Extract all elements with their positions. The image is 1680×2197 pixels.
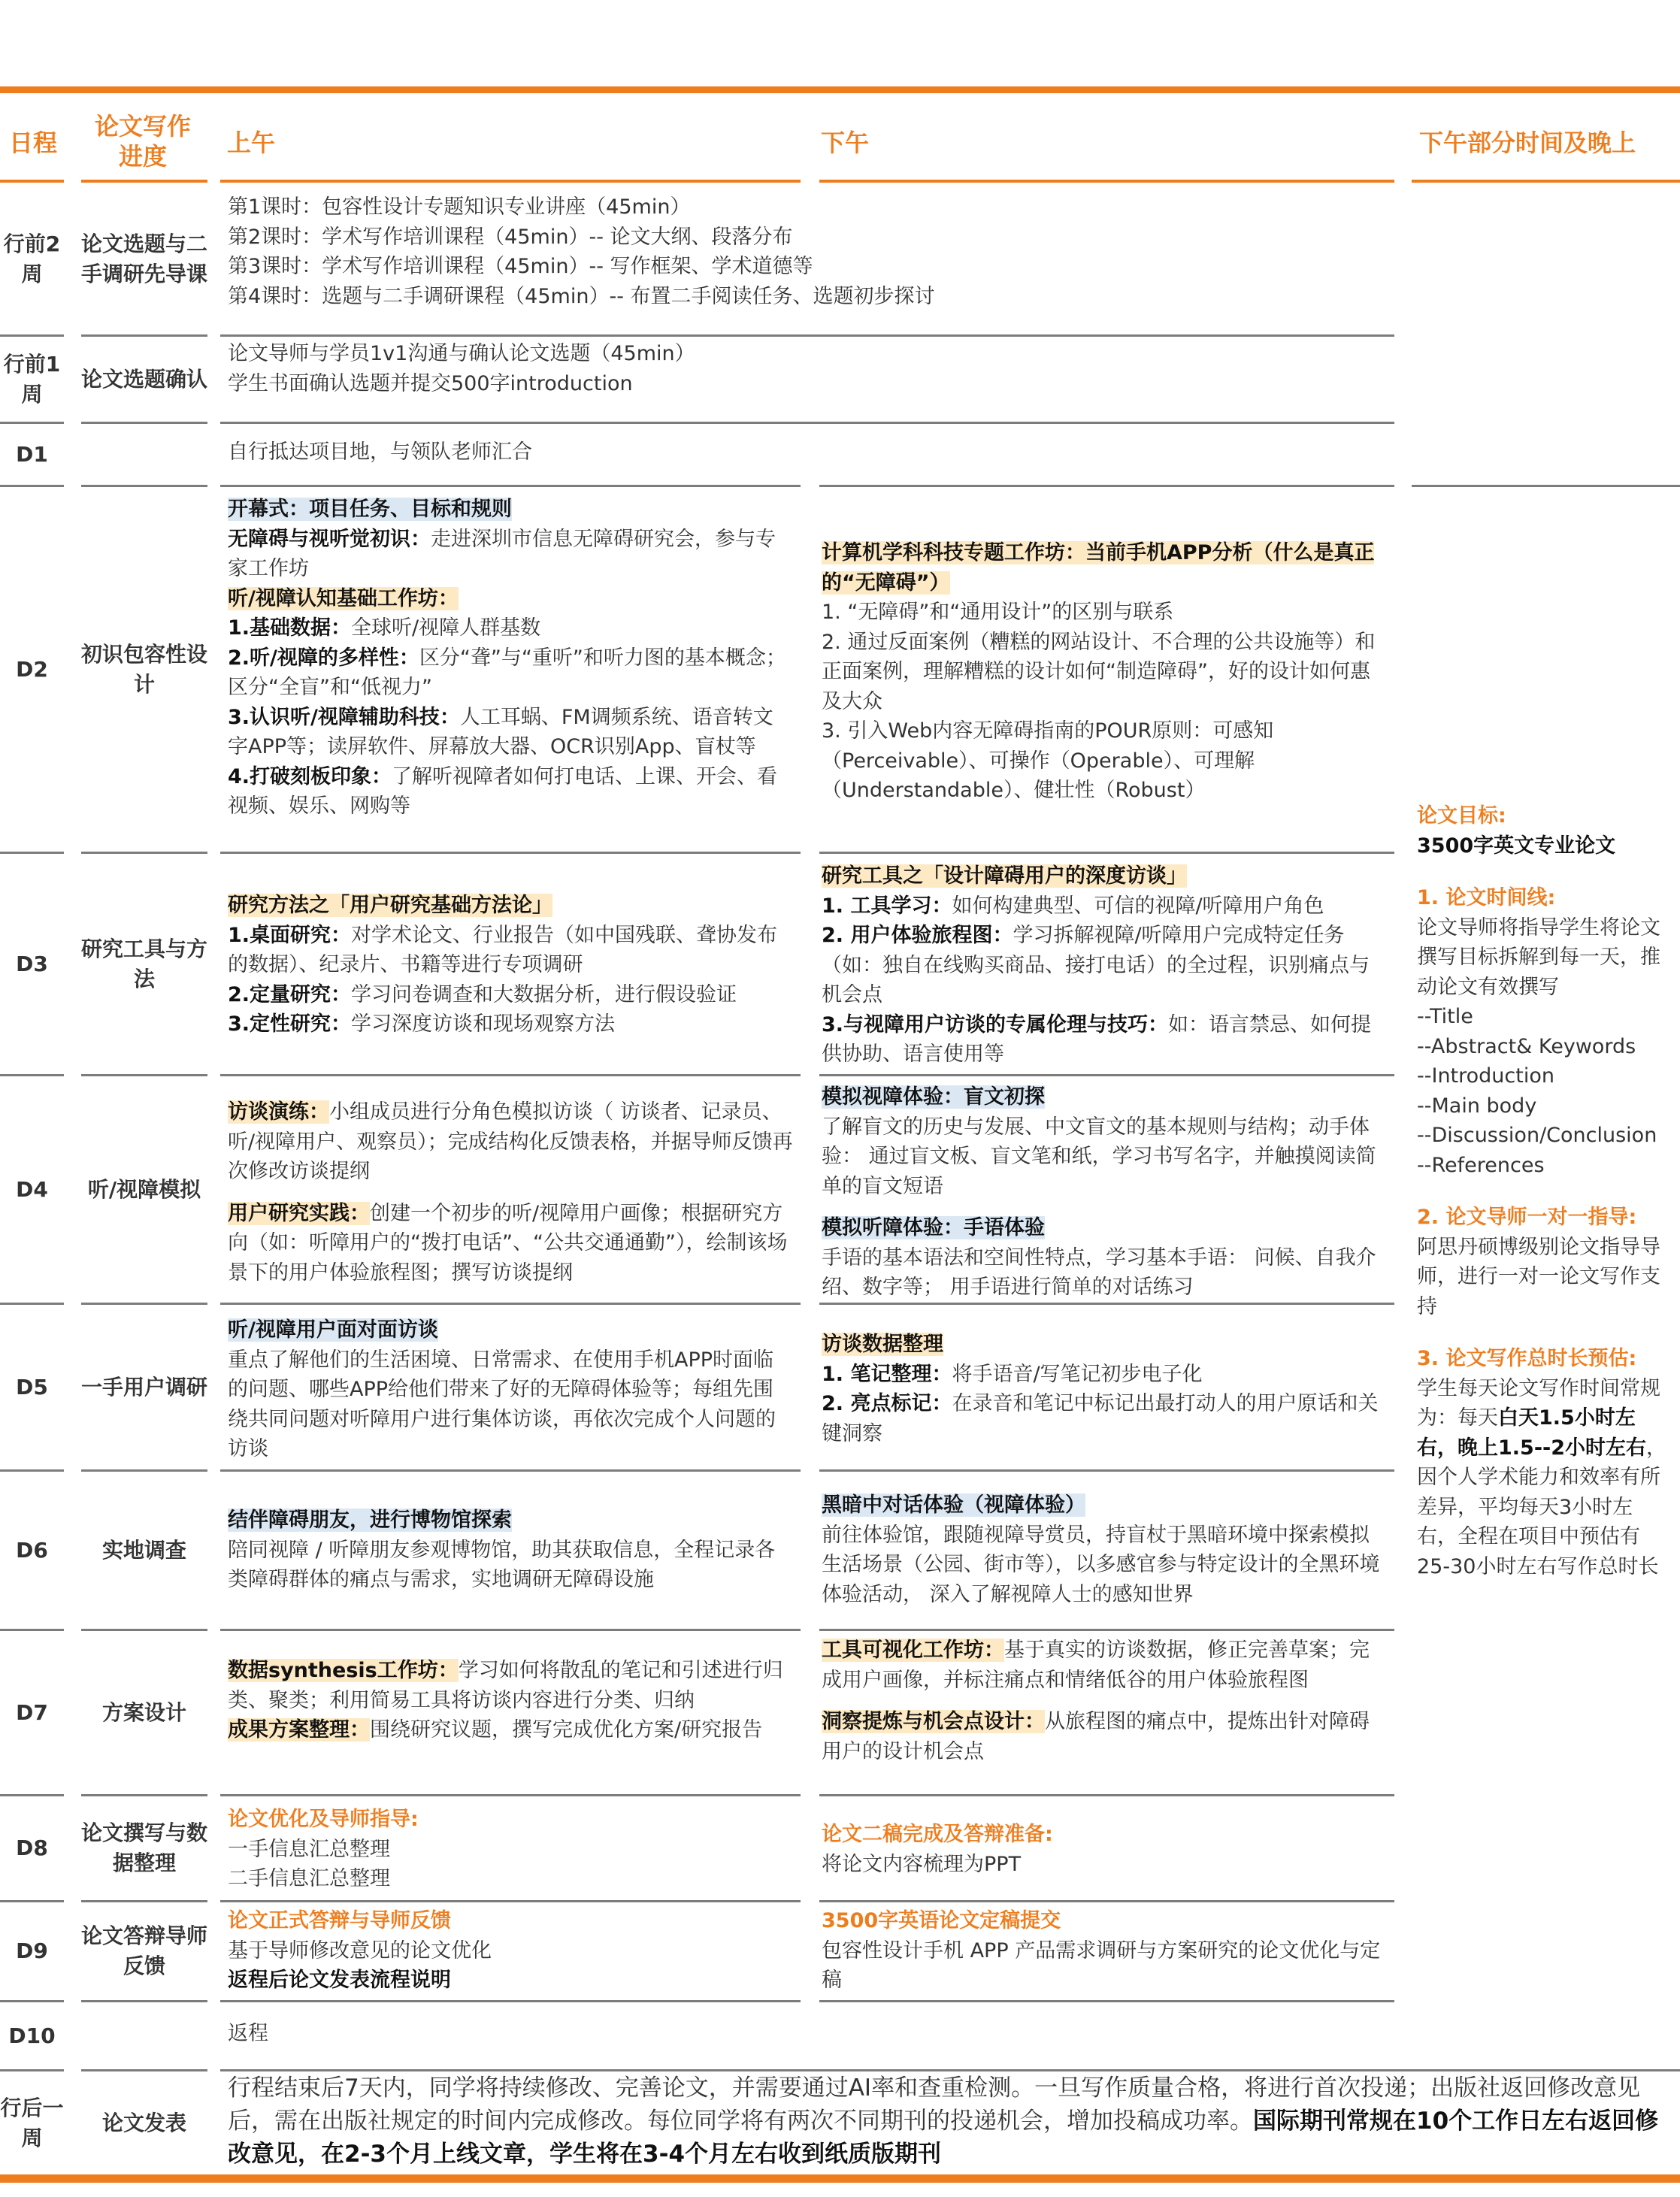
duration-title: 3. 论文写作总时长预估: (1417, 1347, 1637, 1370)
row-separator (819, 852, 1394, 854)
d4-morning: 访谈演练：小组成员进行分角色模拟访谈（ 访谈者、记录员、听/视障用户、观察员）；完成结构化反馈表格，并据导师反馈再次修改访谈提纲 用户研究实践：创建一个初步的听/视障用户画像；根据研究方向（如：听障用户的“拨打电话”、“公共交通通勤”），绘制该场景下的用户体验旅程图；撰写访谈提纲 (228, 1100, 793, 1285)
progress-cell: 论文选题与二手调研先导课 (81, 232, 208, 286)
highlight-title: 成果方案整理： (228, 1718, 370, 1742)
outline-item: --Introduction (1417, 1064, 1554, 1088)
goal-text: 3500字英文专业论文 (1417, 834, 1616, 858)
outline-item: --Abstract& Keywords (1417, 1034, 1636, 1058)
row-separator (220, 1629, 801, 1631)
highlight-title: 研究工具之「设计障碍用户的深度访谈」 (822, 864, 1187, 888)
header-underline (1412, 180, 1680, 183)
row-separator (220, 2000, 801, 2002)
d2-afternoon: 计算机学科科技专题工作坊：当前手机APP分析（什么是真正的“无障碍”） 1. “无障碍”和“通用设计”的区别与联系 2. 通过反面案例（糟糕的网站设计、不合理的公共设施等）和正面案例，理解糟糕的设计如何“制造障碍”，好的设计如何惠及大众 3. 引入Web内容无障碍指南的POUR原则：可感知（Perceivable）、可操作（Operable）、可理解（Understandable）、健壮性（Robust） (822, 541, 1376, 802)
highlight-title: 用户研究实践： (228, 1201, 370, 1225)
mentor-title: 2. 论文导师一对一指导: (1417, 1206, 1637, 1229)
highlight-title: 听/视障认知基础工作坊： (228, 586, 459, 610)
post-trip-text: 行程结束后7天内，同学将持续修改、完善论文，并需要通过AI率和查重检测。一旦写作质量合格，将进行首次投递；出版社返回修改意见后，需在出版社规定的时间内完成修改。每位同学将有两次不同期刊的投递机会，增加投稿成功率。国际期刊常规在10个工作日左右返回修改意见，在2-3个月上线文章，学生将在3-4个月左右收到纸质版期刊 (228, 2074, 1659, 2168)
progress-cell: 实地调查 (101, 1537, 186, 1563)
pre1w-content (228, 339, 1385, 398)
header-morning: 上午 (227, 129, 276, 157)
day-cell: D3 (16, 951, 48, 976)
highlight-title: 黑暗中对话体验（视障体验） (822, 1493, 1085, 1517)
session-line: 第4课时：选题与二手调研课程（45min）-- 布置二手阅读任务、选题初步探讨 (228, 284, 935, 308)
d5-morning: 听/视障用户面对面访谈 重点了解他们的生活困境、日常需求、在使用手机APP时面临的问题、哪些APP给他们带来了好的无障碍体验等；每组先围绕共同问题对听障用户进行集体访谈，再依次完成个人问题的访谈 (228, 1318, 776, 1460)
orange-title: 论文优化及导师指导: (228, 1808, 419, 1831)
header-afternoon: 下午 (821, 129, 870, 157)
progress-cell: 初识包容性设计 (81, 641, 208, 697)
day-cell: D9 (16, 1938, 48, 1963)
row-separator (220, 1900, 801, 1902)
d3-afternoon: 研究工具之「设计障碍用户的深度访谈」 1. 工具学习：如何构建典型、可信的视障/听障用户角色 2. 用户体验旅程图：学习拆解视障/听障用户完成特定任务（如：独自在线购买商品、接打电话）的全过程，识别痛点与机会点 3.与视障用户访谈的专属伦理与技巧：如：语言禁忌、如何提供协助、语言使用等 (822, 864, 1372, 1066)
d1-content (228, 437, 1385, 468)
row-separator (220, 1469, 801, 1472)
outline-item: --Main body (1417, 1094, 1537, 1118)
session-line: 第3课时：学术写作培训课程（45min）-- 写作框架、学术道德等 (228, 255, 813, 278)
day-cell: D6 (16, 1537, 48, 1563)
day-cell: D1 (16, 441, 48, 467)
row-separator (220, 1794, 801, 1796)
day-cell: D2 (16, 656, 48, 682)
row-separator (819, 2000, 1394, 2002)
row-separator (81, 422, 207, 424)
row-separator (220, 334, 1394, 337)
highlight-title: 计算机学科科技专题工作坊：当前手机APP分析（什么是真正的“无障碍”） (822, 541, 1375, 595)
highlight-title: 洞察提炼与机会点设计： (822, 1710, 1045, 1733)
header-underline (0, 180, 64, 183)
session-line: 第1课时：包容性设计专题知识专业讲座（45min） (228, 195, 691, 219)
highlight-title: 访谈数据整理 (822, 1333, 943, 1356)
progress-cell: 研究工具与方法 (81, 936, 208, 991)
d7-morning: 数据synthesis工作坊：学习如何将散乱的笔记和引述进行归类、聚类；利用简易工具将访谈内容进行分类、归纳 成果方案整理：围绕研究议题，撰写完成优化方案/研究报告 (228, 1659, 783, 1742)
session-line: 第2课时：学术写作培训课程（45min）-- 论文大纲、段落分布 (228, 225, 793, 249)
row-separator (819, 1629, 1394, 1631)
orange-title: 论文二稿完成及答辩准备: (822, 1823, 1053, 1846)
d6-morning: 结伴障碍朋友，进行博物馆探索 陪同视障 / 听障朋友参观博物馆，助其获取信息，全程记录各类障碍群体的痛点与需求，实地调研无障碍设施 (228, 1509, 776, 1591)
content-line: 学生书面确认选题并提交500字introduction (228, 371, 633, 395)
header-underline (81, 180, 207, 183)
d9-morning: 论文正式答辩与导师反馈 基于导师修改意见的论文优化 返程后论文发表流程说明 (228, 1906, 793, 1996)
highlight-title: 模拟视障体验：盲文初探 (822, 1085, 1045, 1109)
day-cell: D5 (16, 1374, 48, 1400)
pre2w-sessions (228, 192, 1385, 311)
row-separator (81, 2000, 207, 2002)
progress-cell: 论文撰写与数据整理 (81, 1820, 208, 1875)
timeline-title: 1. 论文时间线: (1417, 886, 1556, 909)
day-cell: D8 (16, 1835, 48, 1860)
day-cell: D4 (16, 1176, 48, 1202)
row-separator (819, 485, 1394, 487)
content-line: 自行抵达项目地，与领队老师汇合 (228, 440, 532, 464)
header-day: 日程 (9, 129, 58, 157)
day-cell: D10 (8, 2023, 56, 2048)
highlight-title: 工具可视化工作坊： (822, 1639, 1004, 1662)
row-separator (220, 1303, 801, 1305)
highlight-title: 结伴障碍朋友，进行博物馆探索 (228, 1509, 512, 1532)
top-accent-bar (0, 86, 1680, 93)
day-cell: 行后一周 (0, 2095, 64, 2150)
day-cell: 行前2周 (3, 232, 61, 286)
outline-item: --Discussion/Conclusion (1417, 1124, 1657, 1147)
d10-content: 返程 (228, 2022, 268, 2045)
row-separator (819, 1303, 1394, 1305)
header-progress: 论文写作进度 (94, 112, 191, 171)
row-separator (819, 1794, 1394, 1796)
highlight-title: 开幕式：项目任务、目标和规则 (228, 498, 512, 521)
header-evening: 下午部分时间及晚上 (1419, 129, 1636, 157)
progress-cell: 论文答辩导师反馈 (81, 1923, 208, 1978)
row-separator (819, 1074, 1394, 1076)
d5-afternoon: 访谈数据整理 1. 笔记整理：将手语音/写笔记初步电子化 2. 亮点标记：在录音和笔记中标记出最打动人的用户原话和关键洞察 (822, 1333, 1379, 1445)
d4-afternoon: 模拟视障体验：盲文初探 了解盲文的历史与发展、中文盲文的基本规则与结构；动手体验： 通过盲文板、盲文笔和纸，学习书写名字，并触摸阅读简单的盲文短语 模拟听障体验：手语体验 手语的基本语法和空间性特点，学习基本手语： 问候、自我介绍、数字等； 用手语进行简单的对话练习 (822, 1085, 1376, 1299)
highlight-title: 模拟听障体验：手语体验 (822, 1216, 1045, 1239)
highlight-title: 访谈演练： (228, 1100, 329, 1124)
progress-cell: 论文选题确认 (81, 366, 208, 392)
progress-cell: 听/视障模拟 (87, 1176, 201, 1202)
goal-title: 论文目标: (1417, 804, 1506, 828)
outline-item: --Title (1417, 1005, 1473, 1028)
progress-cell: 论文发表 (101, 2110, 186, 2135)
d3-morning: 研究方法之「用户研究基础方法论」 1.桌面研究：对学术论文、行业报告（如中国残联、聋协发布的数据）、纪录片、书籍等进行专项调研 2.定量研究：学习问卷调查和大数据分析，进行假设验证 3.定性研究：学习深度访谈和现场观察方法 (228, 894, 778, 1036)
progress-cell: 一手用户调研 (81, 1374, 208, 1400)
row-separator (1412, 485, 1680, 487)
highlight-title: 听/视障用户面对面访谈 (228, 1318, 438, 1342)
row-separator (220, 485, 801, 487)
row-separator (819, 1469, 1394, 1472)
progress-cell: 方案设计 (101, 1699, 186, 1725)
highlight-title: 数据synthesis工作坊： (228, 1659, 459, 1682)
row-separator (819, 1900, 1394, 1902)
d8-morning: 论文优化及导师指导: 一手信息汇总整理 二手信息汇总整理 (228, 1805, 793, 1894)
header-underline (220, 180, 801, 183)
bottom-accent-bar (0, 2174, 1680, 2183)
orange-title: 3500字英语论文定稿提交 (822, 1909, 1061, 1932)
d6-afternoon: 黑暗中对话体验（视障体验） 前往体验馆，跟随视障导赏员，持盲杖于黑暗环境中探索模拟生活场景（公园、街市等），以多感官参与特定设计的全黑环境体验活动， 深入了解视障人士的感知世界 (822, 1493, 1380, 1606)
day-cell: 行前1周 (3, 351, 61, 407)
d9-afternoon: 3500字英语论文定稿提交 包容性设计手机 APP 产品需求调研与方案研究的论文优化与定稿 (822, 1906, 1387, 1996)
d8-afternoon: 论文二稿完成及答辩准备: 将论文内容梳理为PPT (822, 1820, 1387, 1879)
d7-afternoon: 工具可视化工作坊：基于真实的访谈数据，修正完善草案；完成用户画像，并标注痛点和情绪低谷的用户体验旅程图 洞察提炼与机会点设计：从旅程图的痛点中，提炼出针对障碍用户的设计机会点 (822, 1639, 1370, 1763)
row-separator (220, 422, 1394, 424)
outline-item: --References (1417, 1153, 1545, 1177)
row-separator (220, 1074, 801, 1076)
orange-title: 论文正式答辩与导师反馈 (228, 1909, 451, 1932)
highlight-title: 研究方法之「用户研究基础方法论」 (228, 894, 552, 917)
content-line: 论文导师与学员1v1沟通与确认论文选题（45min） (228, 342, 695, 365)
day-cell: D7 (16, 1699, 48, 1725)
header-underline (819, 180, 1394, 183)
row-separator (220, 852, 801, 854)
evening-column: 论文目标: 3500字英文专业论文 1. 论文时间线: 论文导师将指导学生将论文撰写目标拆解到每一天，推动论文有效撰写 --Title --Abstract& Keywords --Introduction --Main body --Discussion/Conclusion --References 2. 论文导师一对一指导: 阿思丹硕博级别论文指导导师，进行一对一论文写作支持 3. 论文写作总时长预估: 学生每天论文写作时间常规为：每天白天1.5小时左右，晚上1.5--2小时左右，因个人学术能力和效率有所差异，平均每天3小时左右，全程在项目中预估有25-30小时左右写作总时长 (1417, 801, 1672, 1581)
d2-morning: 开幕式：项目任务、目标和规则 无障碍与视听觉初识：走进深圳市信息无障碍研究会，参与专家工作坊 听/视障认知基础工作坊： 1.基础数据：全球听/视障人群基数 2.听/视障的多样性：区分“聋”与“重听”和听力图的基本概念； 区分“全盲”和“低视力” 3.认识听/视障辅助科技：人工耳蜗、FM调频系统、语音转文字APP等；读屏软件、屏幕放大器、OCR识别App、盲杖等 4.打破刻板印象：了解听视障者如何打电话、上课、开会、看视频、娱乐、网购等 (228, 498, 786, 818)
